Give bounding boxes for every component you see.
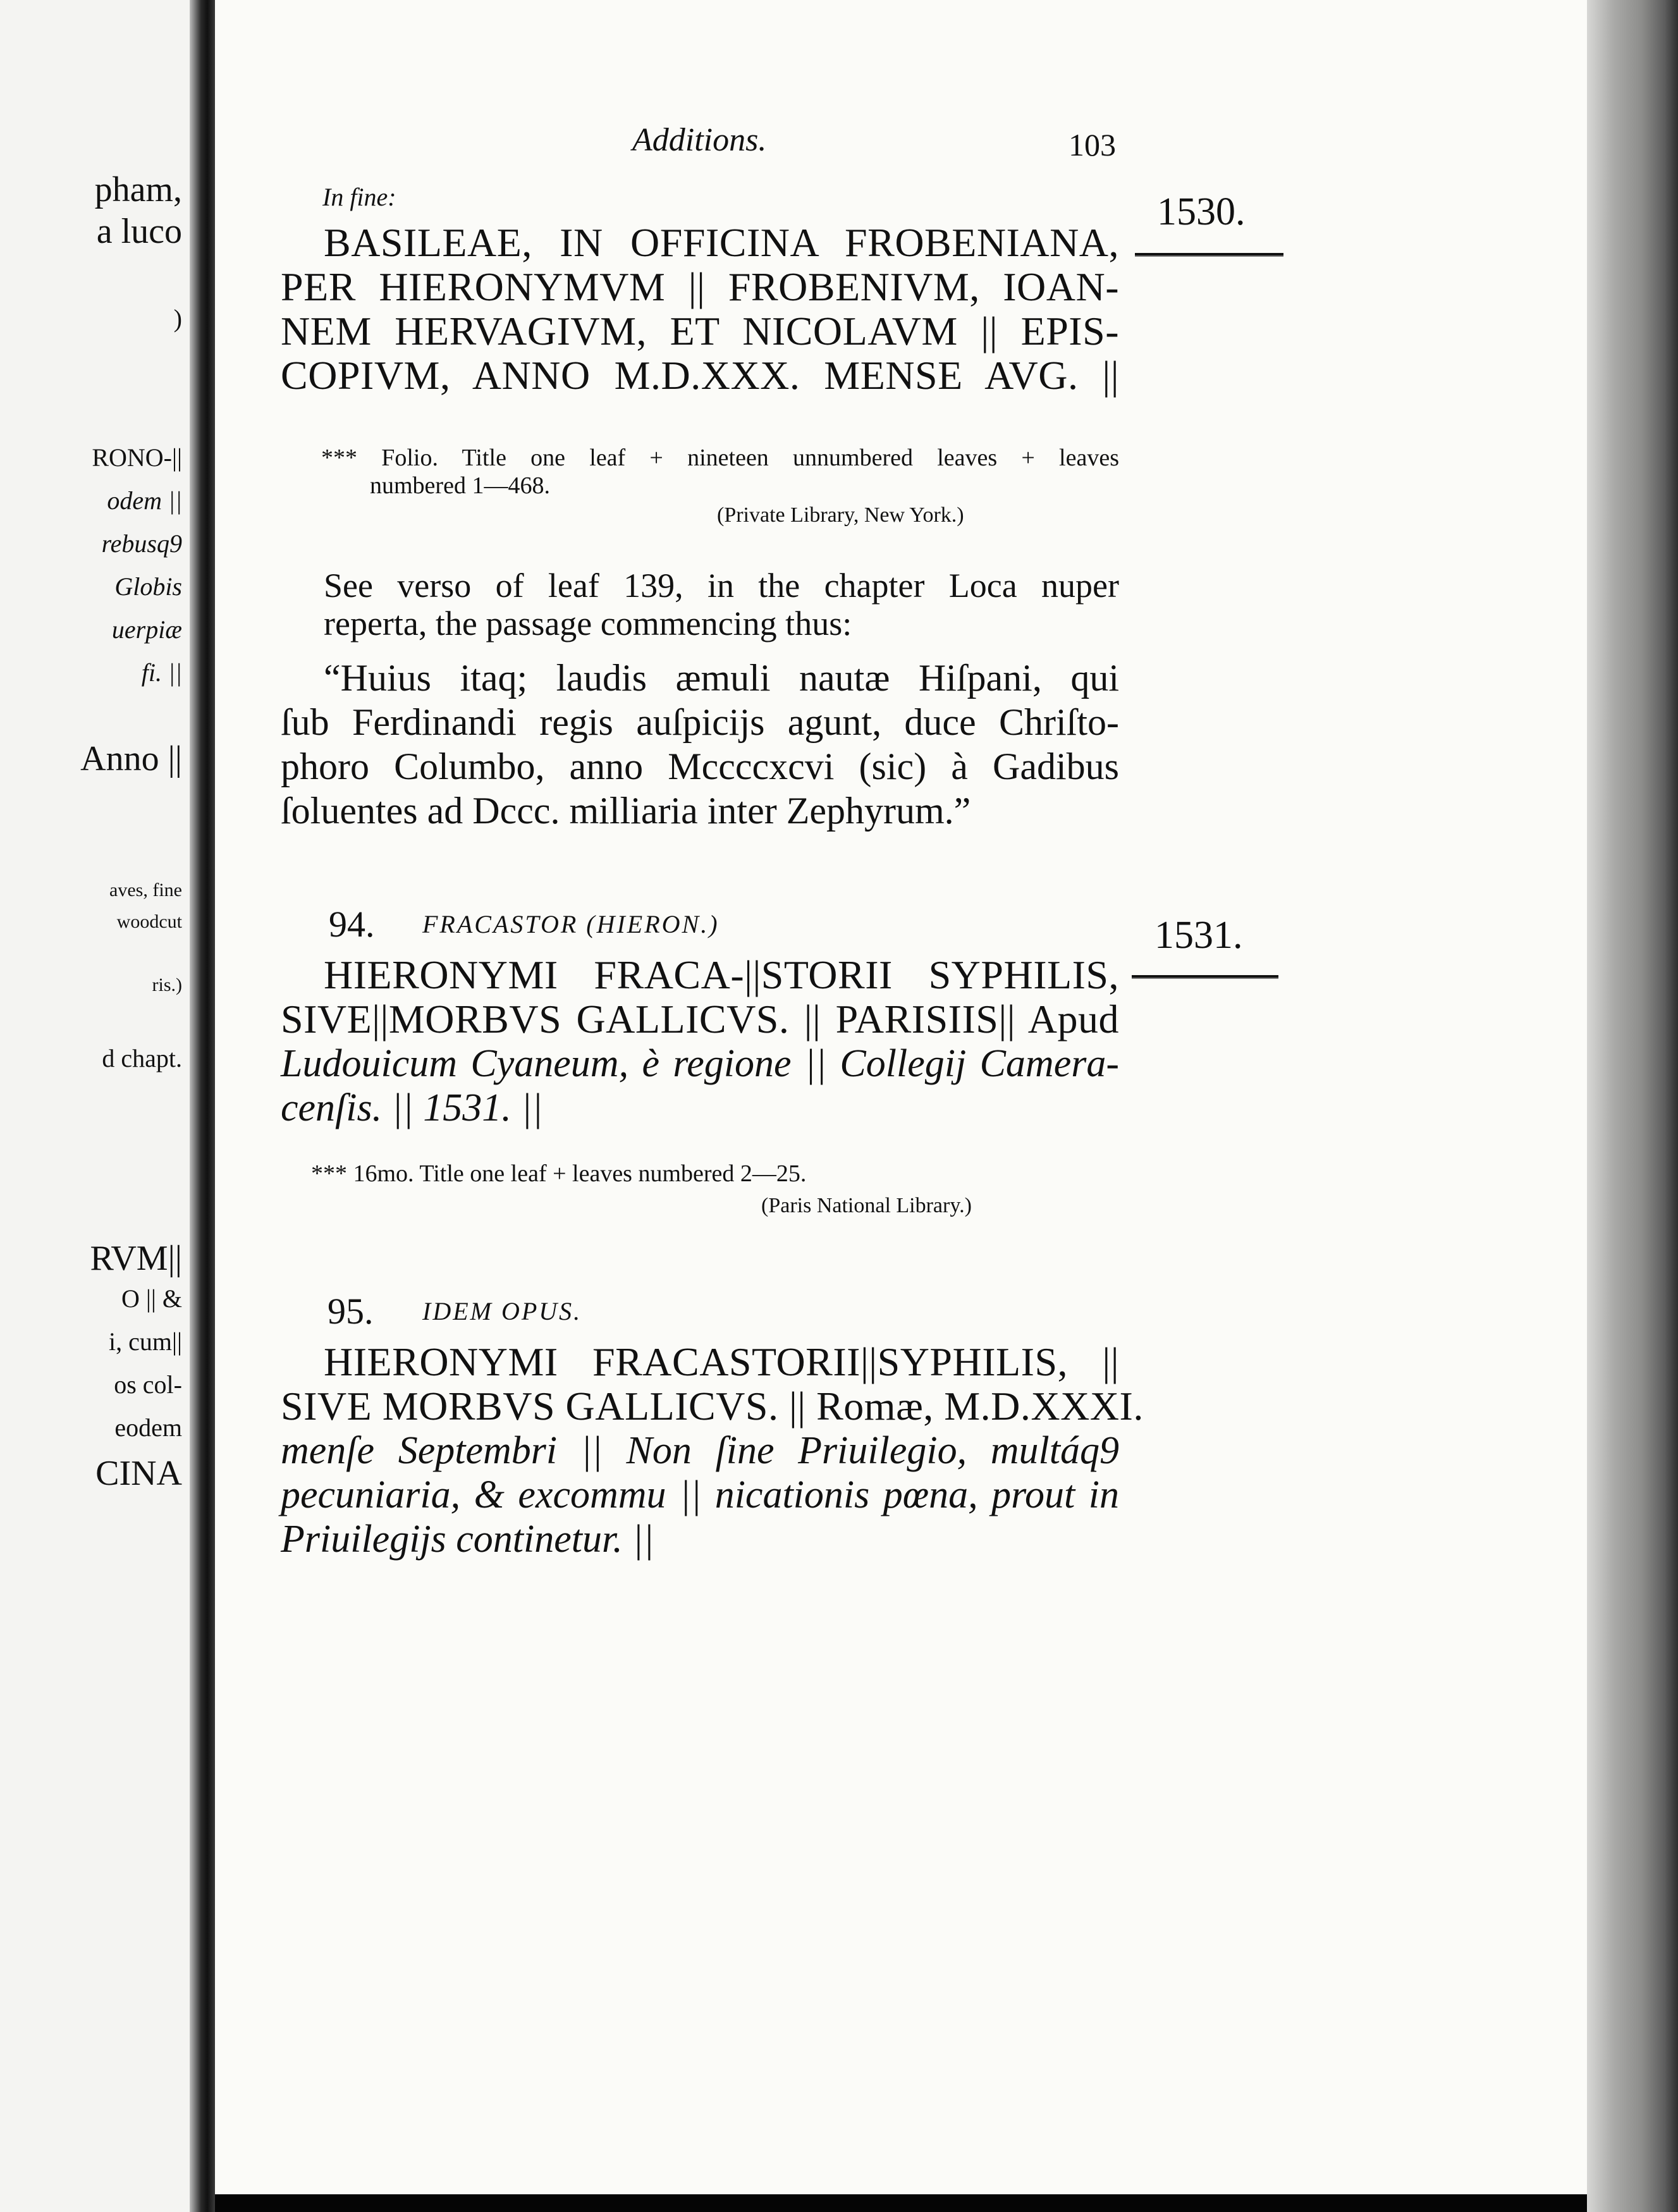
quote-line: “Huius itaq; laudis æmuli nautæ Hiſpani, qui [324, 657, 1119, 699]
entry-heading: IDEM OPUS. [422, 1297, 582, 1325]
quote-line: phoro Columbo, anno Mccccxcvi (sic) à Gadibus [281, 746, 1119, 787]
left-page-line: rebusq9 [101, 529, 182, 558]
left-page-line: O || & [121, 1284, 182, 1313]
title-line: Ludouicum Cyaneum, è regione || Collegij Camera- [281, 1042, 1119, 1085]
margin-year-rule [1135, 253, 1283, 257]
in-fine-label: In fine: [322, 183, 396, 211]
commentary-line: See verso of leaf 139, in the chapter Loca nuper [324, 567, 1119, 605]
colophon-line: BASILEAE, IN OFFICINA FROBENIANA, [324, 220, 1119, 265]
collation-note: *** 16mo. Title one leaf + leaves numbered 2—25. [311, 1160, 807, 1187]
left-page-line: RVM|| [90, 1239, 182, 1278]
margin-year-1531: 1531. [1154, 914, 1243, 957]
page-number: 103 [1069, 127, 1116, 163]
entry-number: 95. [328, 1291, 374, 1332]
title-line: Priuilegijs continetur. || [281, 1518, 654, 1561]
title-line: pecuniaria, & excommu || nicationis pœna, prout in [281, 1473, 1119, 1516]
left-page-line: os col- [114, 1370, 182, 1399]
left-page-line: ) [173, 304, 182, 333]
left-page-line: CINA [95, 1454, 182, 1493]
title-line: SIVE MORBVS GALLICVS. || Romæ, M.D.XXXI. [281, 1384, 1144, 1429]
left-page-line: uerpiæ [111, 615, 182, 644]
left-page-line: a luco [96, 212, 182, 251]
margin-year-rule [1132, 975, 1278, 979]
running-header: Additions. [632, 122, 767, 158]
left-page-line: odem || [107, 486, 182, 515]
title-line: cenſis. || 1531. || [281, 1086, 543, 1129]
left-page-line: i, cum|| [109, 1327, 182, 1356]
book-gutter [190, 0, 215, 2212]
quote-line: ſoluentes ad Dccc. milliaria inter Zephyrum.” [281, 790, 971, 832]
margin-year-1530: 1530. [1157, 190, 1246, 233]
left-page-line: woodcut [116, 911, 182, 932]
commentary-line: reperta, the passage commencing thus: [324, 605, 852, 642]
left-page-line: Globis [114, 572, 182, 601]
colophon-line: PER HIERONYMVM || FROBENIVM, IOAN- [281, 264, 1119, 309]
left-page-fragment [0, 0, 190, 2212]
library-location: (Private Library, New York.) [717, 503, 964, 527]
left-page-line: ris.) [152, 974, 182, 995]
title-line: SIVE||MORBVS GALLICVS. || PARISIIS|| Apud [281, 997, 1119, 1041]
title-line: HIERONYMI FRACASTORII||SYPHILIS, || [324, 1339, 1119, 1384]
library-location: (Paris National Library.) [761, 1194, 972, 1217]
quote-line: ſub Ferdinandi regis auſpicijs agunt, duce Chriſto- [281, 701, 1119, 743]
left-page-line: d chapt. [102, 1044, 182, 1072]
scan-bottom-border [215, 2194, 1587, 2212]
left-page-line: fi. || [141, 658, 182, 687]
colophon-line: NEM HERVAGIVM, ET NICOLAVM || EPIS- [281, 309, 1119, 353]
colophon-line: COPIVM, ANNO M.D.XXX. MENSE AVG. || [281, 353, 1119, 398]
page-edge-stack [1587, 0, 1678, 2212]
left-page-line: RONO-|| [92, 443, 182, 472]
entry-number: 94. [329, 904, 375, 945]
entry-heading: FRACASTOR (HIERON.) [422, 910, 720, 938]
left-page-line: eodem [114, 1413, 182, 1442]
left-page-line: aves, fine [109, 880, 182, 900]
left-page-line: Anno || [80, 739, 182, 778]
left-page-line: pham, [94, 170, 182, 209]
collation-note: *** Folio. Title one leaf + nineteen unnumbered leaves + leaves [321, 445, 1119, 471]
title-line: HIERONYMI FRACA-||STORII SYPHILIS, [324, 952, 1119, 997]
title-line: menſe Septembri || Non ſine Priuilegio, multáq9 [281, 1429, 1119, 1472]
collation-note: numbered 1—468. [370, 472, 550, 499]
